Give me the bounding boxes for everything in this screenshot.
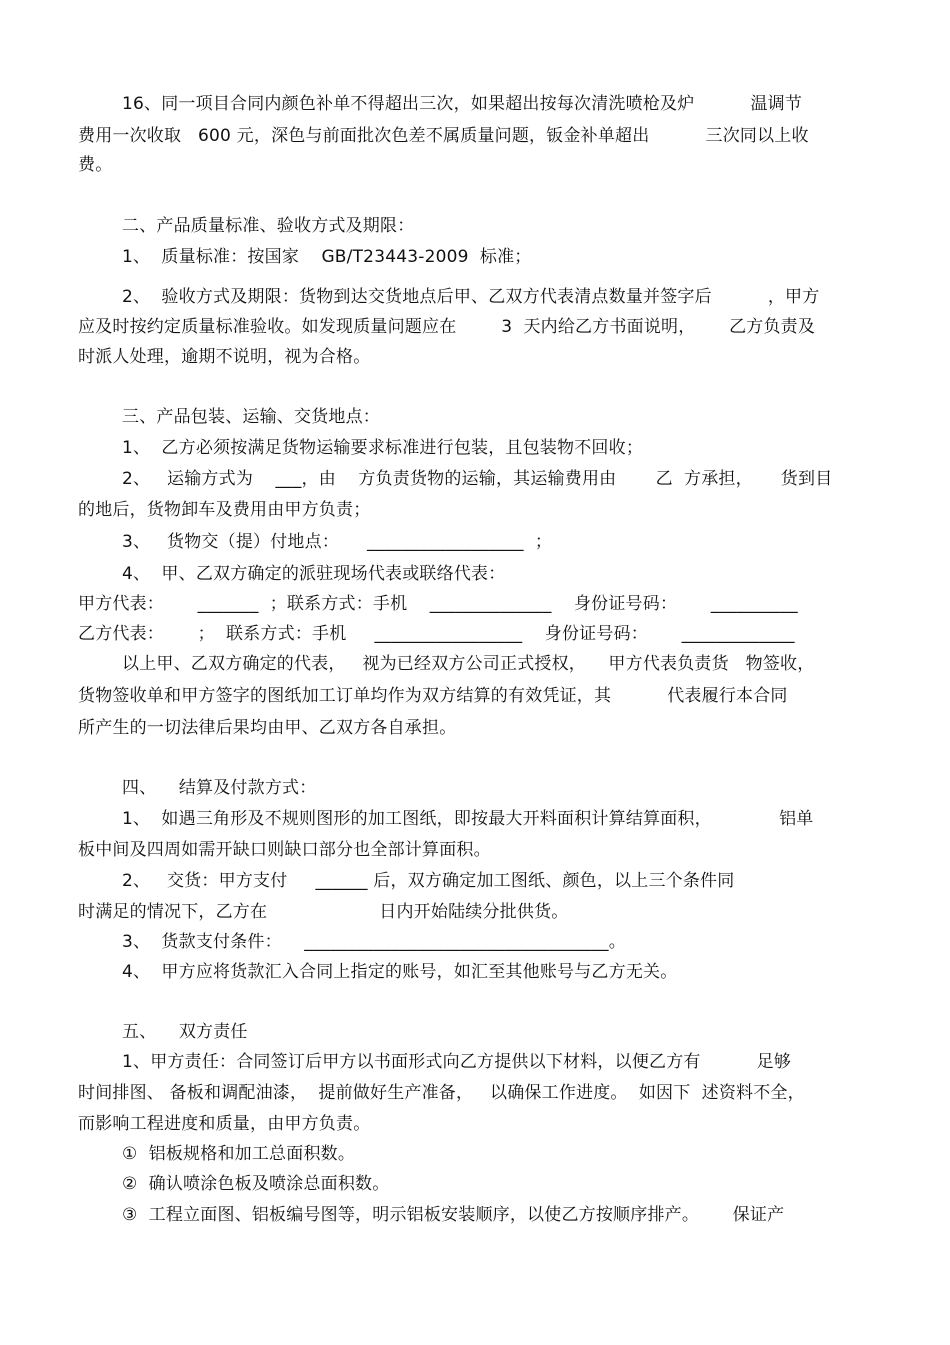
text-line: 以上甲、乙双方确定的代表， 视为已经双方公司正式授权， 甲方代表负责货 物签收， <box>122 654 815 674</box>
text-line: 4、 甲方应将货款汇入合同上指定的账号，如汇至其他账号与乙方无关。 <box>122 962 678 982</box>
list-item: ③ 工程立面图、铝板编号图等，明示铝板安装顺序，以使乙方按顺序排产。 保证产 <box>122 1205 785 1225</box>
text-line: 1、 乙方必须按满足货物运输要求标准进行包装，且包装物不回收； <box>122 438 644 458</box>
text-line: 3、 货款支付条件： ___________________________________。 <box>122 932 626 952</box>
text-line: 3、 货物交（提）付地点： __________________ ； <box>122 532 553 552</box>
text-line: 板中间及四周如需开缺口则缺口部分也全部计算面积。 <box>78 840 491 860</box>
text-line: 时派人处理，逾期不说明，视为合格。 <box>78 347 371 367</box>
text-line: 乙方代表： ； 联系方式：手机 _________________ 身份证号码： _____________ <box>78 624 795 644</box>
text-line: 时满足的情况下，乙方在 日内开始陆续分批供货。 <box>78 902 569 922</box>
section-heading: 五、 双方责任 <box>122 1022 248 1042</box>
text-line: 2、 交货：甲方支付 ______ 后，双方确定加工图纸、颜色，以上三个条件同 <box>122 871 735 891</box>
text-line: 1、 如遇三角形及不规则图形的加工图纸，即按最大开料面积计算结算面积， 铝单 <box>122 809 814 829</box>
section-heading: 四、 结算及付款方式： <box>122 778 317 798</box>
text-line: 费用一次收取 600 元，深色与前面批次色差不属质量问题，钣金补单超出 三次同以上收 <box>78 126 809 146</box>
text-line: 货物签收单和甲方签字的图纸加工订单均作为双方结算的有效凭证，其 代表履行本合同 <box>78 686 788 706</box>
text-line: 所产生的一切法律后果均由甲、乙双方各自承担。 <box>78 718 457 738</box>
text-line: 的地后，货物卸车及费用由甲方负责； <box>78 500 371 520</box>
list-item: ② 确认喷涂色板及喷涂总面积数。 <box>122 1174 390 1194</box>
list-item: ① 铝板规格和加工总面积数。 <box>122 1144 356 1164</box>
text-line: 而影响工程进度和质量，由甲方负责。 <box>78 1114 371 1134</box>
text-line: 16、同一项目合同内颜色补单不得超出三次，如果超出按每次清洗喷枪及炉 温调节 <box>122 94 803 114</box>
section-heading: 二、产品质量标准、验收方式及期限： <box>122 216 415 236</box>
text-line: 时间排图、 备板和调配油漆， 提前做好生产准备， 以确保工作进度。 如因下 述资料不全， <box>78 1083 805 1103</box>
text-line: 1、甲方责任：合同签订后甲方以书面形式向乙方提供以下材料，以便乙方有 足够 <box>122 1052 792 1072</box>
text-line: 应及时按约定质量标准验收。如发现质量问题应在 3 天内给乙方书面说明， 乙方负责及 <box>78 317 816 337</box>
text-line: 2、 运输方式为 ___，由 方负责货物的运输，其运输费用由 乙 方承担， 货到目 <box>122 469 833 489</box>
text-line: 1、 质量标准：按国家 GB/T23443-2009 标准； <box>122 247 532 267</box>
text-line: 甲方代表： _______ ；联系方式：手机 ______________ 身份证号码： __________ <box>78 594 798 614</box>
text-line: 4、 甲、乙双方确定的派驻现场代表或联络代表： <box>122 564 506 584</box>
section-heading: 三、产品包装、运输、交货地点： <box>122 407 380 427</box>
text-line: 费。 <box>78 155 113 175</box>
text-line: 2、 验收方式及期限：货物到达交货地点后甲、乙双方代表清点数量并签字后 ，甲方 <box>122 287 820 307</box>
